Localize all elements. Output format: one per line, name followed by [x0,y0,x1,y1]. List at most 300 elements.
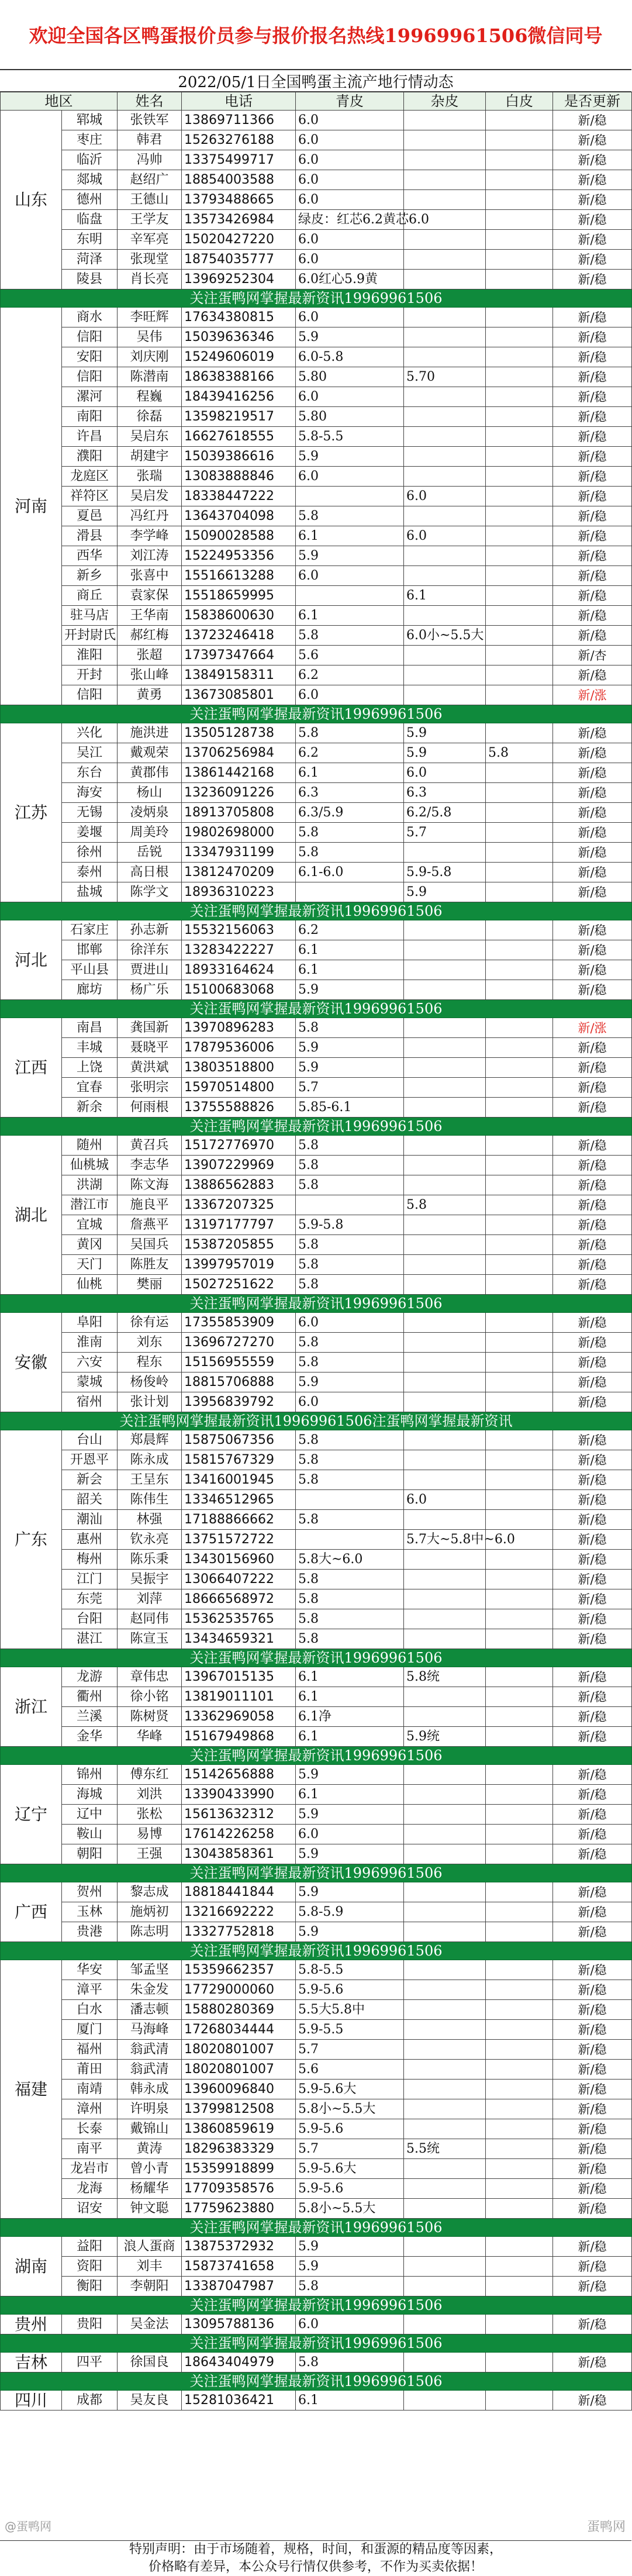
phone-cell: 15873741658 [182,2257,296,2277]
mixed-shell-price-cell [404,2080,486,2099]
city-cell: 南平 [62,2139,118,2159]
phone-cell: 16627618555 [182,427,296,447]
table-row [1,210,632,230]
phone-cell: 13970896283 [182,1018,296,1038]
white-shell-price-cell [486,646,553,665]
status-cell: 新/稳 [553,1313,632,1333]
contact-name-cell: 韩君 [118,130,182,150]
contact-name-cell: 徐磊 [118,407,182,427]
contact-name-cell: 高日根 [118,863,182,882]
status-cell: 新/稳 [553,863,632,882]
white-shell-price-cell [486,1373,553,1392]
status-cell: 新/稳 [553,1078,632,1098]
white-shell-price-cell [486,863,553,882]
white-shell-price-cell [486,150,553,170]
green-shell-price-cell: 6.0 [296,1313,404,1333]
banner: 欢迎全国各区鸭蛋报价员参与报价报名热线19969961506微信同号 [0,0,631,70]
city-cell: 仙桃城 [62,1156,118,1175]
green-shell-price-cell: 6.0 [296,130,404,150]
green-shell-price-cell: 5.8 [296,1235,404,1255]
city-cell: 临盘 [62,210,118,230]
green-shell-price-cell: 6.0 [296,250,404,270]
status-cell: 新/稳 [553,1589,632,1609]
promo-banner-text: 关注蛋鸭网掌握最新资讯19969961506注蛋鸭网掌握最新资讯 [1,1412,632,1430]
table-row [1,1275,632,1295]
contact-name-cell: 张瑞 [118,467,182,487]
region-label: 湖南 [1,2237,62,2296]
mixed-shell-price-cell: 6.3 [404,783,486,803]
contact-name-cell: 邹孟坚 [118,1960,182,1980]
green-shell-price-cell: 6.2 [296,665,404,685]
phone-cell: 18815706888 [182,1373,296,1392]
status-cell: 新/稳 [553,2237,632,2257]
green-shell-price-cell: 5.7 [296,2040,404,2060]
mixed-shell-price-cell [404,190,486,210]
city-cell: 成都 [62,2391,118,2411]
status-cell: 新/稳 [553,1510,632,1530]
white-shell-price-cell [486,1882,553,1902]
phone-cell: 13573426984 [182,210,296,230]
status-cell: 新/稳 [553,626,632,646]
region-label: 吉林 [1,2353,62,2372]
contact-name-cell: 吴金法 [118,2315,182,2334]
white-shell-price-cell [486,1098,553,1118]
white-shell-price-cell: 5.8 [486,743,553,763]
contact-name-cell: 赵同伟 [118,1609,182,1629]
green-shell-price-cell: 5.8大~6.0 [296,1550,404,1570]
mixed-shell-price-cell [404,1805,486,1825]
status-cell: 新/稳 [553,1902,632,1922]
city-cell: 无锡 [62,803,118,823]
green-shell-price-cell: 6.0红心5.9黄 [296,270,404,289]
status-cell: 新/稳 [553,606,632,626]
status-cell: 新/稳 [553,1470,632,1490]
table-row [1,546,632,566]
contact-name-cell: 陈学文 [118,882,182,902]
city-cell: 漯河 [62,387,118,407]
mixed-shell-price-cell [404,606,486,626]
status-cell: 新/稳 [553,526,632,546]
mixed-shell-price-cell: 5.9-5.8 [404,863,486,882]
mixed-shell-price-cell [404,2159,486,2179]
green-shell-price-cell: 5.9 [296,1882,404,1902]
status-cell: 新/稳 [553,1195,632,1215]
table-row [1,665,632,685]
mixed-shell-price-cell: 6.0 [404,526,486,546]
green-shell-price-cell: 5.8小~5.5大 [296,2099,404,2119]
contact-name-cell: 吴振宇 [118,1570,182,1589]
status-cell: 新/稳 [553,1392,632,1412]
green-shell-price-cell: 5.9 [296,546,404,566]
status-cell: 新/稳 [553,2199,632,2219]
phone-cell: 18638388166 [182,367,296,387]
mixed-shell-price-cell: 5.8统 [404,1667,486,1687]
white-shell-price-cell [486,1922,553,1942]
table-row [1,566,632,586]
region-label: 广东 [1,1430,62,1649]
white-shell-price-cell [486,487,553,506]
status-cell: 新/稳 [553,2257,632,2277]
phone-cell: 13723246418 [182,626,296,646]
phone-cell: 18020801007 [182,2040,296,2060]
table-row [1,1785,632,1805]
city-cell: 台山 [62,1430,118,1450]
white-shell-price-cell [486,210,553,230]
city-cell: 厦门 [62,2020,118,2040]
contact-name-cell: 张明宗 [118,1078,182,1098]
mixed-shell-price-cell [404,2277,486,2296]
contact-name-cell: 陈树贤 [118,1707,182,1727]
white-shell-price-cell [486,130,553,150]
green-shell-price-cell: 6.0 [296,111,404,130]
header-mixed-shell: 杂皮 [404,92,486,111]
city-cell: 锦州 [62,1765,118,1785]
status-cell: 新/稳 [553,111,632,130]
region-label: 山东 [1,111,62,289]
table-row [1,882,632,902]
status-cell: 新/稳 [553,1570,632,1589]
green-shell-price-cell: 6.1 [296,763,404,783]
green-shell-price-cell: 5.8 [296,1136,404,1156]
table-row [1,1687,632,1707]
status-cell: 新/稳 [553,1215,632,1235]
white-shell-price-cell [486,1765,553,1785]
contact-name-cell: 陈胜友 [118,1255,182,1275]
mixed-shell-price-cell [404,2315,486,2334]
white-shell-price-cell [486,1609,553,1629]
status-cell: 新/稳 [553,1450,632,1470]
mixed-shell-price-cell [404,1373,486,1392]
promo-banner-row [1,705,632,723]
contact-name-cell: 刘丰 [118,2257,182,2277]
status-cell: 新/稳 [553,2315,632,2334]
city-cell: 黄冈 [62,1235,118,1255]
phone-cell: 17634380815 [182,308,296,327]
status-cell: 新/稳 [553,1490,632,1510]
contact-name-cell: 黄召兵 [118,1136,182,1156]
status-cell: 新/稳 [553,1235,632,1255]
contact-name-cell: 施炳初 [118,1902,182,1922]
mixed-shell-price-cell [404,1589,486,1609]
green-shell-price-cell: 5.9 [296,447,404,467]
green-shell-price-cell: 6.0 [296,308,404,327]
city-cell: 新会 [62,1470,118,1490]
green-shell-price-cell: 5.9-5.6大 [296,2159,404,2179]
phone-cell: 13861442168 [182,763,296,783]
contact-name-cell: 杨俊岭 [118,1373,182,1392]
promo-banner-text: 关注蛋鸭网掌握最新资讯19969961506 [1,1295,632,1313]
phone-cell: 15387205855 [182,1235,296,1255]
phone-cell: 13643704098 [182,506,296,526]
white-shell-price-cell [486,1058,553,1078]
green-shell-price-cell: 5.8 [296,2353,404,2372]
phone-cell: 18913705808 [182,803,296,823]
contact-name-cell: 黄洪斌 [118,1058,182,1078]
white-shell-price-cell [486,2020,553,2040]
city-cell: 盐城 [62,882,118,902]
contact-name-cell: 刘洪 [118,1785,182,1805]
city-cell: 韶关 [62,1490,118,1510]
phone-cell: 15249606019 [182,347,296,367]
mixed-shell-price-cell [404,1570,486,1589]
white-shell-price-cell [486,367,553,387]
city-cell: 信阳 [62,367,118,387]
table-row [1,1902,632,1922]
table-row [1,1058,632,1078]
mixed-shell-price-cell [404,1078,486,1098]
city-cell: 徐州 [62,843,118,863]
green-shell-price-cell: 5.8 [296,1353,404,1373]
mixed-shell-price-cell [404,130,486,150]
mixed-shell-price-cell [404,1215,486,1235]
promo-banner-row [1,2334,632,2353]
mixed-shell-price-cell [404,270,486,289]
white-shell-price-cell [486,1136,553,1156]
status-cell: 新/稳 [553,1098,632,1118]
white-shell-price-cell [486,2237,553,2257]
status-cell: 新/稳 [553,270,632,289]
city-cell: 江门 [62,1570,118,1589]
mixed-shell-price-cell [404,1785,486,1805]
white-shell-price-cell [486,1430,553,1450]
contact-name-cell: 孙志新 [118,920,182,940]
phone-cell: 15027251622 [182,1275,296,1295]
table-row [1,1078,632,1098]
table-row [1,506,632,526]
green-shell-price-cell: 5.9 [296,1038,404,1058]
phone-cell: 17709358576 [182,2179,296,2199]
status-cell: 新/稳 [553,1275,632,1295]
mixed-shell-price-cell: 5.70 [404,367,486,387]
mixed-shell-price-cell [404,1313,486,1333]
table-row [1,1727,632,1747]
phone-cell: 13997957019 [182,1255,296,1275]
phone-cell: 13387047987 [182,2277,296,2296]
mixed-shell-price-cell [404,1450,486,1470]
contact-name-cell: 浪人蛋商 [118,2237,182,2257]
table-row [1,2237,632,2257]
mixed-shell-price-cell [404,407,486,427]
table-row [1,1373,632,1392]
contact-name-cell: 钟文聪 [118,2199,182,2219]
status-cell: 新/稳 [553,1038,632,1058]
white-shell-price-cell [486,2000,553,2020]
table-row [1,1667,632,1687]
table-row [1,150,632,170]
green-shell-price-cell: 5.9-5.6 [296,2119,404,2139]
green-shell-price-cell: 5.9 [296,2237,404,2257]
phone-cell: 15156955559 [182,1353,296,1373]
phone-cell: 19802698000 [182,823,296,843]
table-row [1,467,632,487]
phone-cell: 13362969058 [182,1707,296,1727]
city-cell: 许昌 [62,427,118,447]
contact-name-cell: 马海峰 [118,2020,182,2040]
status-cell: 新/稳 [553,467,632,487]
contact-name-cell: 郑晨辉 [118,1430,182,1450]
mixed-shell-price-cell: 5.9 [404,882,486,902]
mixed-shell-price-cell [404,1392,486,1412]
status-cell: 新/稳 [553,2353,632,2372]
green-shell-price-cell: 6.1 [296,960,404,980]
white-shell-price-cell [486,1490,553,1510]
white-shell-price-cell [486,1156,553,1175]
contact-name-cell: 肖长亮 [118,270,182,289]
table-row [1,447,632,467]
phone-cell: 13696727270 [182,1333,296,1353]
mixed-shell-price-cell [404,920,486,940]
mixed-shell-price-cell [404,308,486,327]
green-shell-price-cell: 5.9 [296,327,404,347]
mixed-shell-price-cell: 5.9 [404,743,486,763]
mixed-shell-price-cell [404,1038,486,1058]
mixed-shell-price-cell: 6.0 [404,1490,486,1510]
status-cell: 新/稳 [553,1825,632,1844]
status-cell: 新/稳 [553,2391,632,2411]
table-row [1,1215,632,1235]
white-shell-price-cell [486,1960,553,1980]
white-shell-price-cell [486,506,553,526]
city-cell: 淮南 [62,1333,118,1353]
city-cell: 邯郸 [62,940,118,960]
city-cell: 平山县 [62,960,118,980]
city-cell: 郯城 [62,170,118,190]
white-shell-price-cell [486,1902,553,1922]
contact-name-cell: 聂晓平 [118,1038,182,1058]
phone-cell: 13043858361 [182,1844,296,1864]
city-cell: 新余 [62,1098,118,1118]
mixed-shell-price-cell [404,1960,486,1980]
city-cell: 湛江 [62,1629,118,1649]
contact-name-cell: 赵绍广 [118,170,182,190]
status-cell: 新/稳 [553,1765,632,1785]
green-shell-price-cell: 5.9 [296,1922,404,1942]
status-cell: 新/稳 [553,1255,632,1275]
contact-name-cell: 刘庆刚 [118,347,182,367]
mixed-shell-price-cell [404,1275,486,1295]
mixed-shell-price-cell [404,230,486,250]
contact-name-cell: 陈文海 [118,1175,182,1195]
white-shell-price-cell [486,1825,553,1844]
white-shell-price-cell [486,882,553,902]
white-shell-price-cell [486,960,553,980]
green-shell-price-cell: 6.0 [296,1825,404,1844]
mixed-shell-price-cell: 5.7 [404,823,486,843]
phone-cell: 18754035777 [182,250,296,270]
table-row [1,367,632,387]
contact-name-cell: 张山峰 [118,665,182,685]
contact-name-cell: 陈志明 [118,1922,182,1942]
promo-banner-row [1,289,632,308]
contact-name-cell: 张超 [118,646,182,665]
green-shell-price-cell: 5.8 [296,1175,404,1195]
table-row [1,2391,632,2411]
table-row [1,1333,632,1353]
table-row [1,2099,632,2119]
table-row [1,823,632,843]
phone-cell: 13197177797 [182,1215,296,1235]
table-row [1,427,632,447]
table-row [1,2119,632,2139]
mixed-shell-price-cell [404,1333,486,1353]
mixed-shell-price-cell: 5.7大~5.8中~6.0 [404,1530,486,1550]
phone-cell: 15172776970 [182,1136,296,1156]
table-row [1,1490,632,1510]
city-cell: 安阳 [62,347,118,367]
white-shell-price-cell [486,1707,553,1727]
white-shell-price-cell [486,1570,553,1589]
contact-name-cell: 章伟忠 [118,1667,182,1687]
contact-name-cell: 凌炳泉 [118,803,182,823]
green-shell-price-cell: 5.8 [296,823,404,843]
footer-disclaimer [0,2540,631,2576]
mixed-shell-price-cell [404,2040,486,2060]
phone-cell: 13327752818 [182,1922,296,1942]
table-row [1,980,632,1000]
table-row [1,2179,632,2199]
mixed-shell-price-cell [404,960,486,980]
contact-name-cell: 黄郡伟 [118,763,182,783]
status-cell: 新/稳 [553,2080,632,2099]
mixed-shell-price-cell [404,447,486,467]
green-shell-price-cell: 5.8 [296,506,404,526]
status-cell: 新/稳 [553,1609,632,1629]
promo-banner-text: 关注蛋鸭网掌握最新资讯19969961506 [1,2372,632,2391]
contact-name-cell: 吴伟 [118,327,182,347]
white-shell-price-cell [486,665,553,685]
white-shell-price-cell [486,1687,553,1707]
phone-cell: 18439416256 [182,387,296,407]
green-shell-price-cell: 5.8小~5.5大 [296,2199,404,2219]
mixed-shell-price-cell: 6.0小~5.5大 [404,626,486,646]
contact-name-cell: 徐小铭 [118,1687,182,1707]
contact-name-cell: 黄涛 [118,2139,182,2159]
green-shell-price-cell: 5.8 [296,1255,404,1275]
contact-name-cell: 李旺辉 [118,308,182,327]
promo-banner-text: 关注蛋鸭网掌握最新资讯19969961506 [1,1649,632,1667]
green-shell-price-cell: 6.0 [296,190,404,210]
white-shell-price-cell [486,250,553,270]
phone-cell: 15039386616 [182,447,296,467]
phone-cell: 13390433990 [182,1785,296,1805]
status-cell: 新/稳 [553,1530,632,1550]
contact-name-cell: 张喜中 [118,566,182,586]
mixed-shell-price-cell [404,1629,486,1649]
city-cell: 夏邑 [62,506,118,526]
phone-cell: 13960096840 [182,2080,296,2099]
phone-cell: 13706256984 [182,743,296,763]
region-label: 江苏 [1,723,62,902]
city-cell: 龙庭区 [62,467,118,487]
contact-name-cell: 傅东红 [118,1765,182,1785]
table-row [1,250,632,270]
white-shell-price-cell [486,803,553,823]
green-shell-price-cell: 6.1 [296,1727,404,1747]
phone-cell: 15532156063 [182,920,296,940]
city-cell: 宿州 [62,1392,118,1412]
table-row [1,626,632,646]
watermark-right: 蛋鸭网 [586,2520,626,2534]
table-row [1,270,632,289]
table-row [1,586,632,606]
phone-cell: 15090028588 [182,526,296,546]
green-shell-price-cell: 5.7 [296,1078,404,1098]
table-row [1,1195,632,1215]
mixed-shell-price-cell [404,2353,486,2372]
white-shell-price-cell [486,407,553,427]
table-row [1,327,632,347]
phone-cell: 15100683068 [182,980,296,1000]
